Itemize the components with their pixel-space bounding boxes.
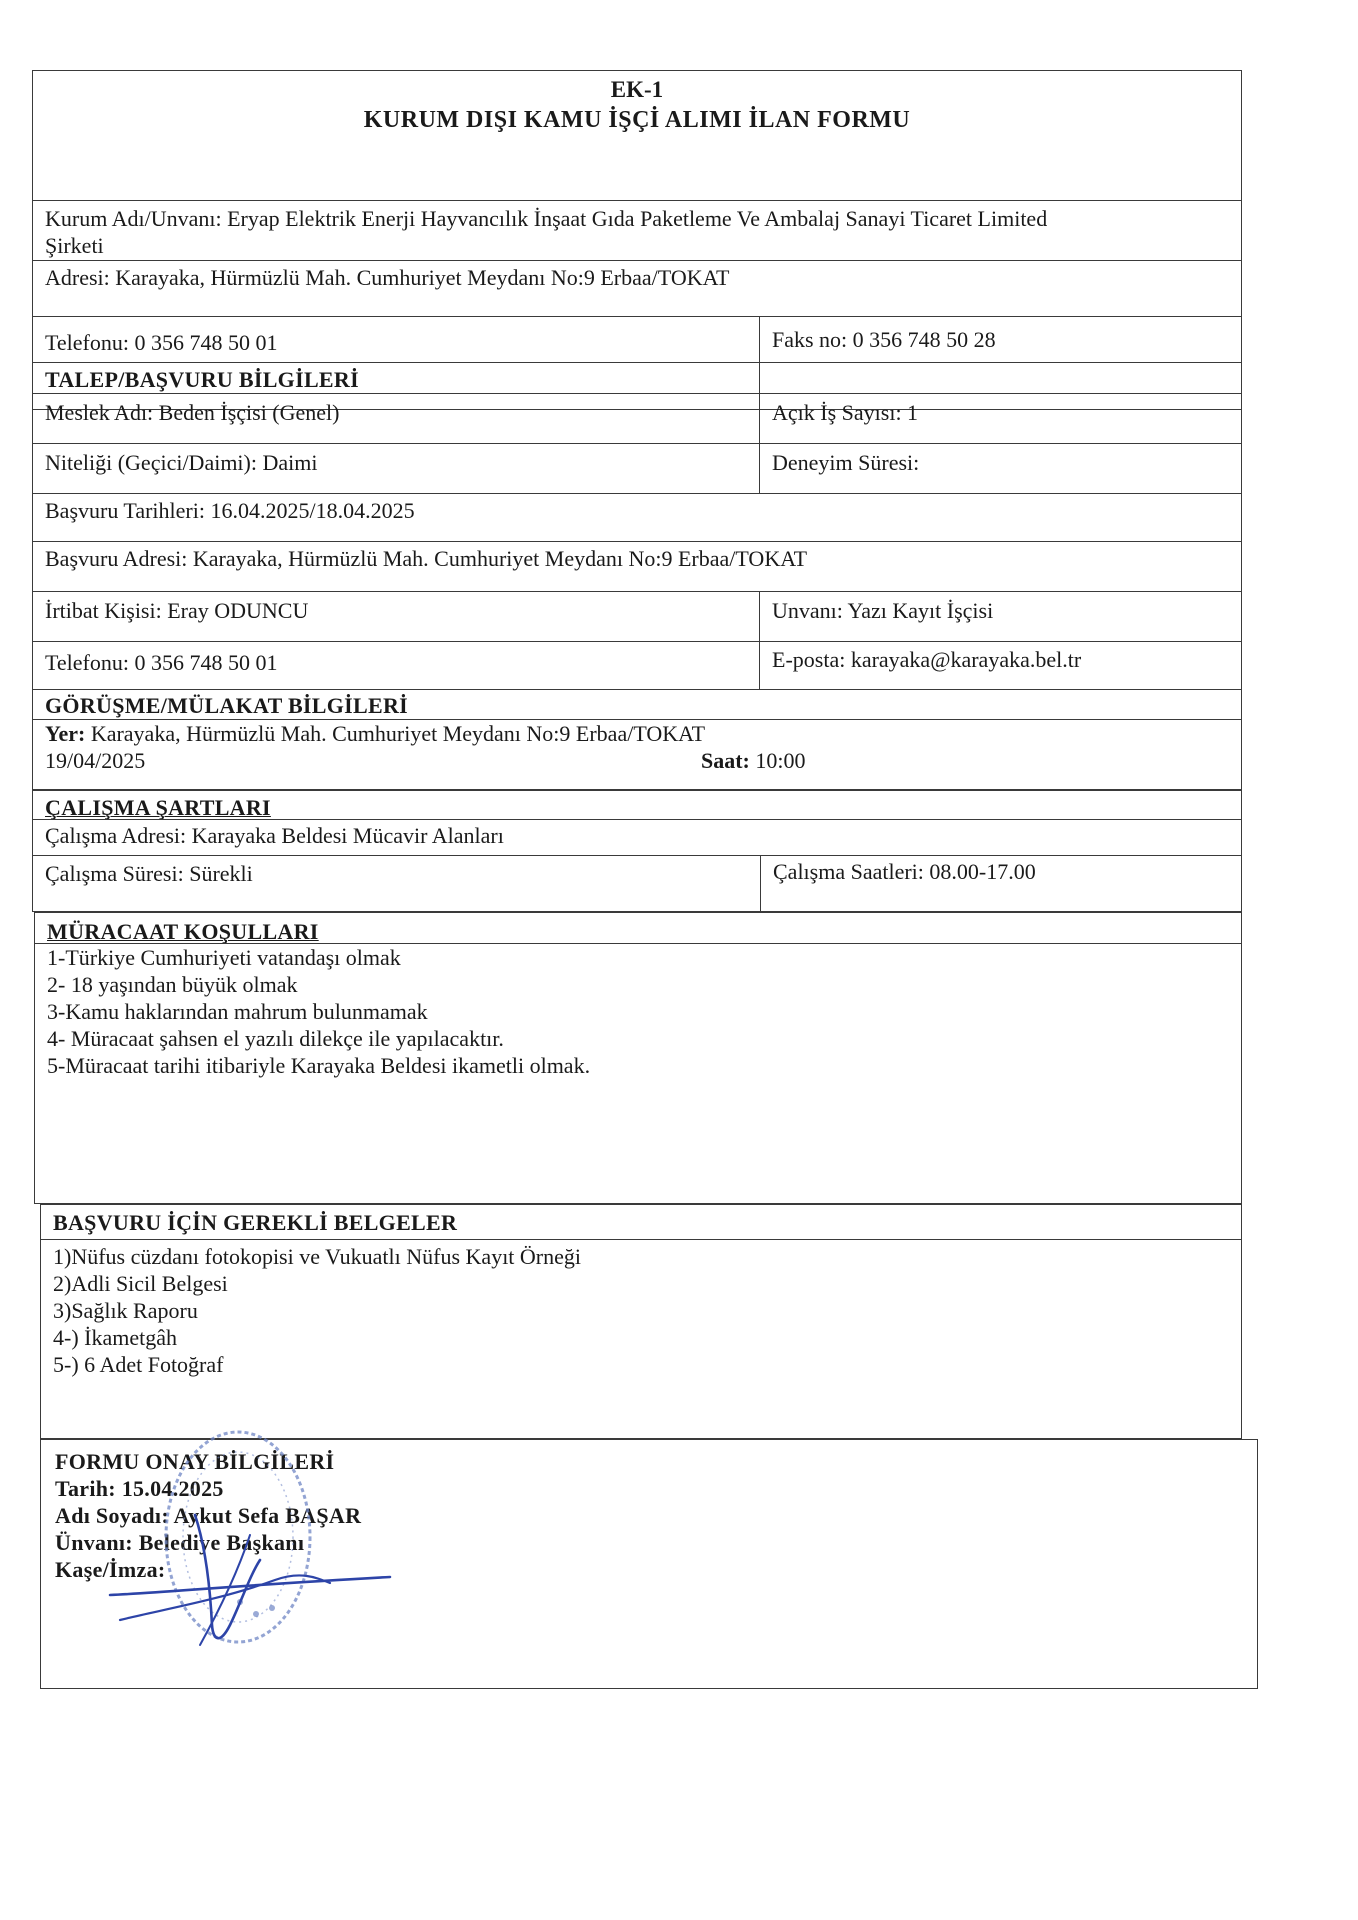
institution-address: Adresi: Karayaka, Hürmüzlü Mah. Cumhuriyet Meydanı No:9 Erbaa/TOKAT [45,265,730,290]
work-duration: Çalışma Süresi: Sürekli [45,861,253,886]
approval-stamp-sign: Kaşe/İmza: [55,1557,166,1582]
approval-heading: FORMU ONAY BİLGİLERİ [55,1449,335,1474]
form-title-block [33,71,1241,200]
work-heading-row [33,791,1241,819]
occupation-name: Meslek Adı: Beden İşçisi (Genel) [45,400,340,425]
interview-heading-row [33,689,1241,719]
interview-datetime [45,747,1241,774]
contact-phone: Telefonu: 0 356 748 50 01 [45,650,278,675]
institution-name-line1: Kurum Adı/Unvanı: Eryap Elektrik Enerji Hayvancılık İnşaat Gıda Paketleme Ve Ambalaj Sanayi Ticaret Limited [45,206,1048,231]
interview-time-label: Saat: [701,748,750,773]
form-code: EK-1 [610,77,664,102]
document-item: 2)Adli Sicil Belgesi [53,1271,228,1296]
interview-date: 19/04/2025 [45,748,146,773]
form-title: KURUM DIŞI KAMU İŞÇİ ALIMI İLAN FORMU [363,107,911,133]
nature-row [33,443,1241,493]
condition-item: 4- Müracaat şahsen el yazılı dilekçe ile yapılacaktır. [47,1026,504,1051]
condition-item: 1-Türkiye Cumhuriyeti vatandaşı olmak [47,945,401,970]
work-address: Çalışma Adresi: Karayaka Beldesi Mücavir Alanları [45,823,504,848]
approval-date: Tarih: 15.04.2025 [55,1476,224,1501]
condition-item: 3-Kamu haklarından mahrum bulunmamak [47,999,428,1024]
interview-place-value: Karayaka, Hürmüzlü Mah. Cumhuriyet Meydanı No:9 Erbaa/TOKAT [85,721,706,746]
interview-time-value: 10:00 [749,748,806,773]
institution-phone: Telefonu: 0 356 748 50 01 [45,330,278,355]
application-dates-row [33,493,1241,541]
experience-duration: Deneyim Süresi: [772,450,920,475]
request-heading-row [33,363,1241,393]
documents-list [41,1239,1241,1438]
documents-heading: BAŞVURU İÇİN GEREKLİ BELGELER [53,1210,458,1235]
interview-place-row [33,719,1241,791]
work-table [32,790,1242,912]
signature-icon [100,1505,400,1655]
interview-heading: GÖRÜŞME/MÜLAKAT BİLGİLERİ [45,693,409,718]
request-table [32,362,1242,790]
institution-name-row [33,200,1241,260]
document-item: 1)Nüfus cüzdanı fotokopisi ve Vukuatlı Nüfus Kayıt Örneği [53,1244,582,1269]
occupation-row [33,393,1241,443]
condition-item: 5-Müracaat tarihi itibariyle Karayaka Beldesi ikametli olmak. [47,1053,591,1078]
interview-time [701,747,806,774]
institution-fax: Faks no: 0 356 748 50 28 [772,327,996,352]
document-item: 5-) 6 Adet Fotoğraf [53,1352,224,1377]
conditions-heading-row [35,913,1241,943]
contact-person: İrtibat Kişisi: Eray ODUNCU [45,598,309,623]
application-dates: Başvuru Tarihleri: 16.04.2025/18.04.2025 [45,498,415,523]
institution-address-row [33,260,1241,316]
document-item: 3)Sağlık Raporu [53,1298,198,1323]
condition-item: 2- 18 yaşından büyük olmak [47,972,298,997]
approval-name: Adı Soyadı: Aykut Sefa BAŞAR [55,1503,362,1528]
institution-name-line2: Şirketi [45,233,104,258]
form-header-table [32,70,1242,410]
conditions-table [34,912,1242,1204]
work-heading: ÇALIŞMA ŞARTLARI [45,795,271,820]
documents-heading-row [41,1205,1241,1239]
application-address: Başvuru Adresi: Karayaka, Hürmüzlü Mah. Cumhuriyet Meydanı No:9 Erbaa/TOKAT [45,546,808,571]
work-hours: Çalışma Saatleri: 08.00-17.00 [773,859,1036,884]
contact-title: Unvanı: Yazı Kayıt İşçisi [772,598,994,623]
document-item: 4-) İkametgâh [53,1325,177,1350]
conditions-heading: MÜRACAAT KOŞULLARI [47,919,319,944]
application-address-row [33,541,1241,591]
contact-row [33,591,1241,641]
contact-email: E-posta: karayaka@karayaka.bel.tr [772,647,1082,672]
work-address-row [33,819,1241,855]
open-positions: Açık İş Sayısı: 1 [772,400,919,425]
documents-table [40,1204,1242,1439]
conditions-list [35,943,1241,1203]
job-nature: Niteliği (Geçici/Daimi): Daimi [45,450,318,475]
request-heading: TALEP/BAŞVURU BİLGİLERİ [45,367,359,392]
contact-phone-row [33,641,1241,689]
interview-place-label: Yer: [45,721,86,746]
interview-place [45,720,1241,747]
work-duration-row [33,855,1241,913]
approval-title: Ünvanı: Belediye Başkanı [55,1530,305,1555]
